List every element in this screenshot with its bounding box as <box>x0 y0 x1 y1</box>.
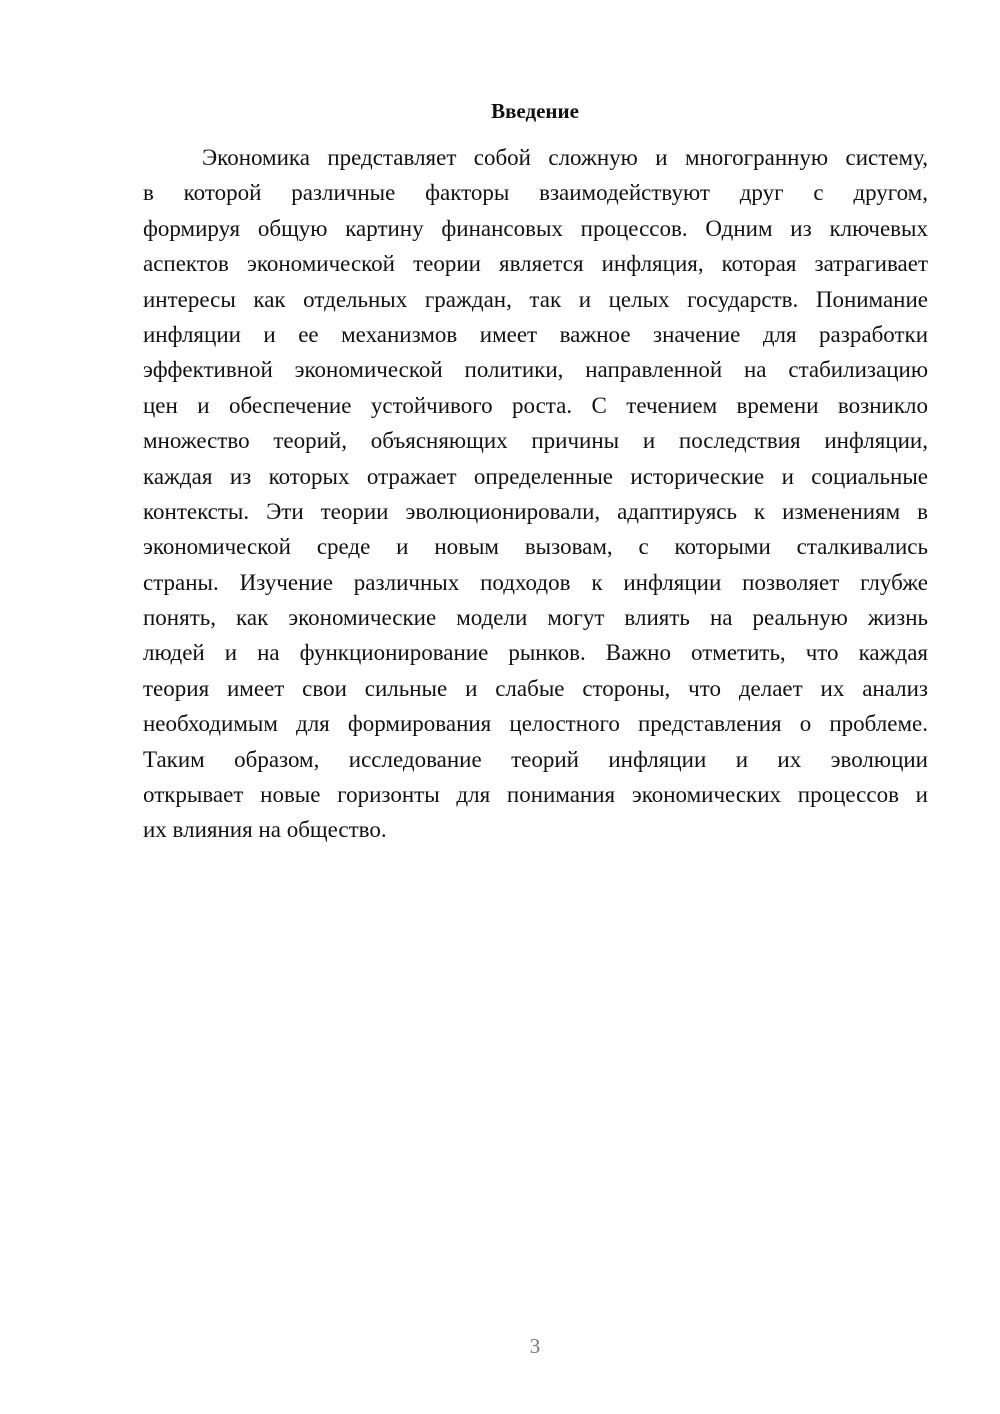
section-heading: Введение <box>491 99 579 123</box>
paragraph-line: инфляции и ее механизмов имеет важное значение для разработки <box>143 321 928 347</box>
paragraph-line: их влияния на общество. <box>143 817 387 843</box>
paragraph-line: людей и на функционирование рынков. Важно отметить, что каждая <box>143 640 928 666</box>
paragraph-line: страны. Изучение различных подходов к инфляции позволяет глубже <box>143 569 928 595</box>
paragraph-line: каждая из которых отражает определенные исторические и социальные <box>143 463 928 489</box>
paragraph-line: аспектов экономической теории является инфляция, которая затрагивает <box>143 251 928 277</box>
paragraph-line: эффективной экономической политики, направленной на стабилизацию <box>143 357 928 383</box>
paragraph-line: в которой различные факторы взаимодействуют друг с другом, <box>143 180 928 206</box>
page-number: 3 <box>529 1334 541 1358</box>
paragraph-line: Экономика представляет собой сложную и многогранную систему, <box>202 145 928 170</box>
paragraph-line: формируя общую картину финансовых процессов. Одним из ключевых <box>143 215 928 241</box>
paragraph-line: множество теорий, объясняющих причины и последствия инфляции, <box>143 428 928 454</box>
paragraph-line: открывает новые горизонты для понимания экономических процессов и <box>143 782 928 808</box>
paragraph-line: цен и обеспечение устойчивого роста. С течением времени возникло <box>143 392 928 418</box>
paragraph-line: интересы как отдельных граждан, так и целых государств. Понимание <box>143 286 928 312</box>
paragraph-line: понять, как экономические модели могут влиять на реальную жизнь <box>143 605 928 631</box>
paragraph-line: необходимым для формирования целостного представления о проблеме. <box>143 711 928 737</box>
introduction-paragraph <box>143 140 928 848</box>
paragraph-line: контексты. Эти теории эволюционировали, адаптируясь к изменениям в <box>143 498 928 524</box>
paragraph-line: теория имеет свои сильные и слабые стороны, что делает их анализ <box>143 675 928 701</box>
paragraph-line: экономической среде и новым вызовам, с которыми сталкивались <box>143 534 928 560</box>
paragraph-line: Таким образом, исследование теорий инфляции и их эволюции <box>143 746 928 772</box>
